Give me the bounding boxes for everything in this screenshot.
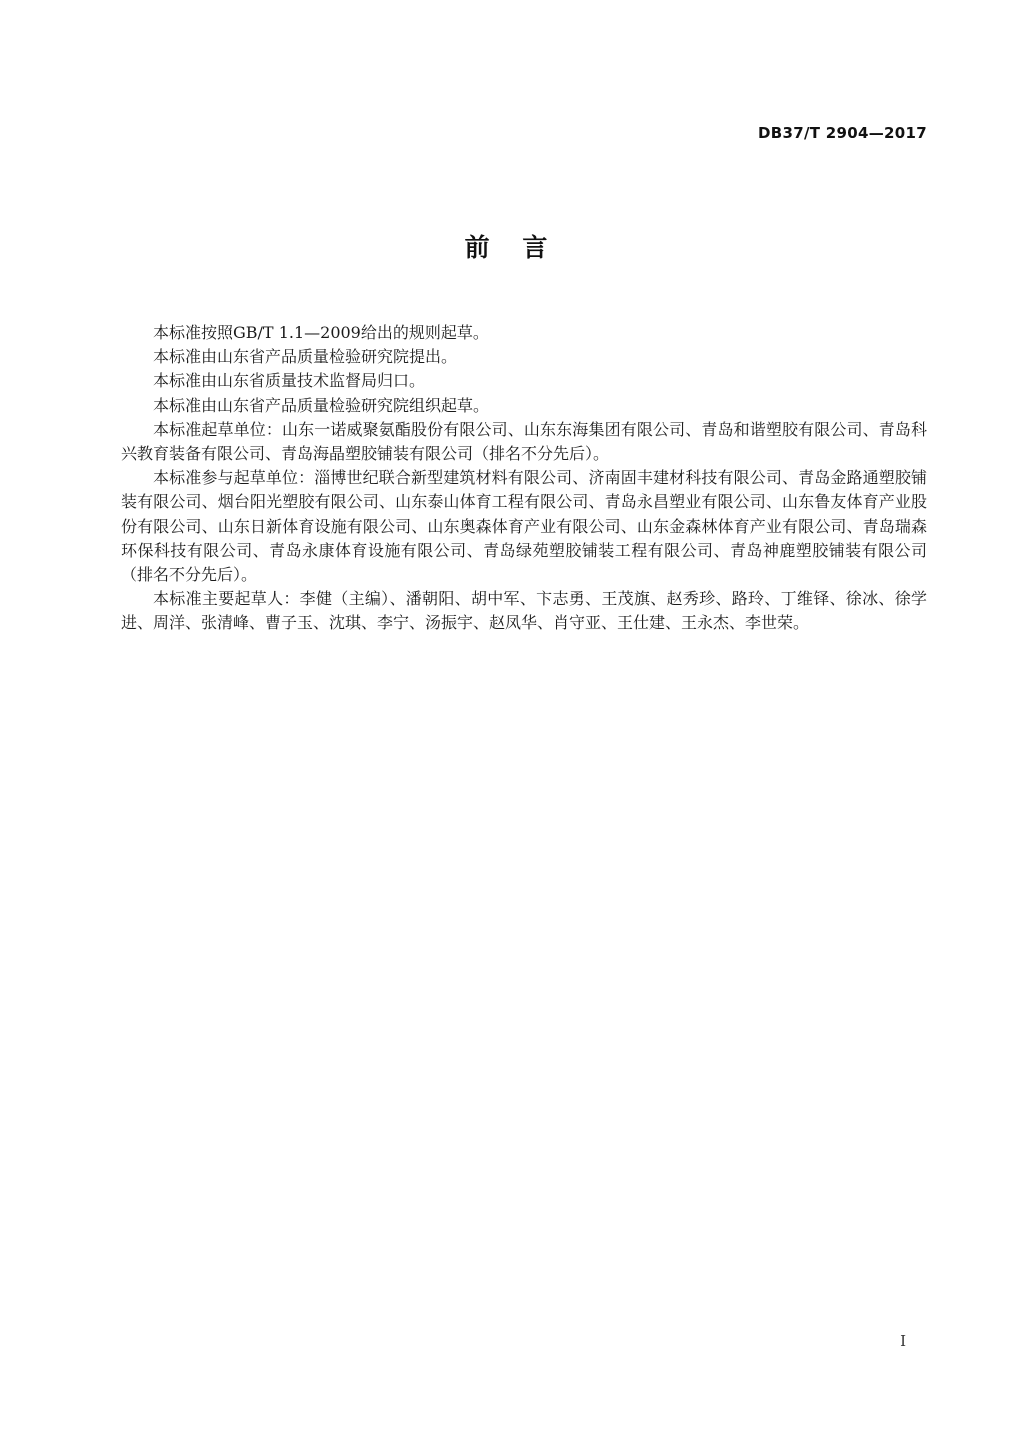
- paragraph-participating-units: 本标准参与起草单位：淄博世纪联合新型建筑材料有限公司、济南固丰建材科技有限公司、青岛金路通塑胶铺装有限公司、烟台阳光塑胶有限公司、山东泰山体育工程有限公司、青岛永昌塑业有限公司、山东鲁友体育产业股份有限公司、山东日新体育设施有限公司、山东奥森体育产业有限公司、山东金森林体育产业有限公司、青岛瑞森环保科技有限公司、青岛永康体育设施有限公司、青岛绿苑塑胶铺装工程有限公司、青岛神鹿塑胶铺装有限公司（排名不分先后）。: [121, 468, 927, 585]
- page-title: 前 言: [464, 233, 560, 262]
- page-number: I: [900, 1332, 906, 1350]
- paragraph-proposed-by: 本标准由山东省产品质量检验研究院提出。: [153, 347, 458, 367]
- document-code: DB37/T 2904—2017: [758, 124, 927, 142]
- foreword-body: [121, 321, 927, 636]
- paragraph-centralized-by: 本标准由山东省质量技术监督局归口。: [153, 371, 426, 391]
- paragraph-main-drafters: 本标准主要起草人：李健（主编）、潘朝阳、胡中军、卞志勇、王茂旗、赵秀珍、路玲、丁维铎、徐冰、徐学进、周洋、张清峰、曹子玉、沈琪、李宁、汤振宇、赵凤华、肖守亚、王仕建、王永杰、李世荣。: [121, 589, 927, 633]
- paragraph-drafting-units: 本标准起草单位：山东一诺威聚氨酯股份有限公司、山东东海集团有限公司、青岛和谐塑胶有限公司、青岛科兴教育装备有限公司、青岛海晶塑胶铺装有限公司（排名不分先后）。: [121, 419, 927, 464]
- paragraph-organized-by: 本标准由山东省产品质量检验研究院组织起草。: [153, 395, 490, 415]
- paragraph-drafting-rules: 本标准按照GB/T 1.1—2009给出的规则起草。: [153, 323, 489, 342]
